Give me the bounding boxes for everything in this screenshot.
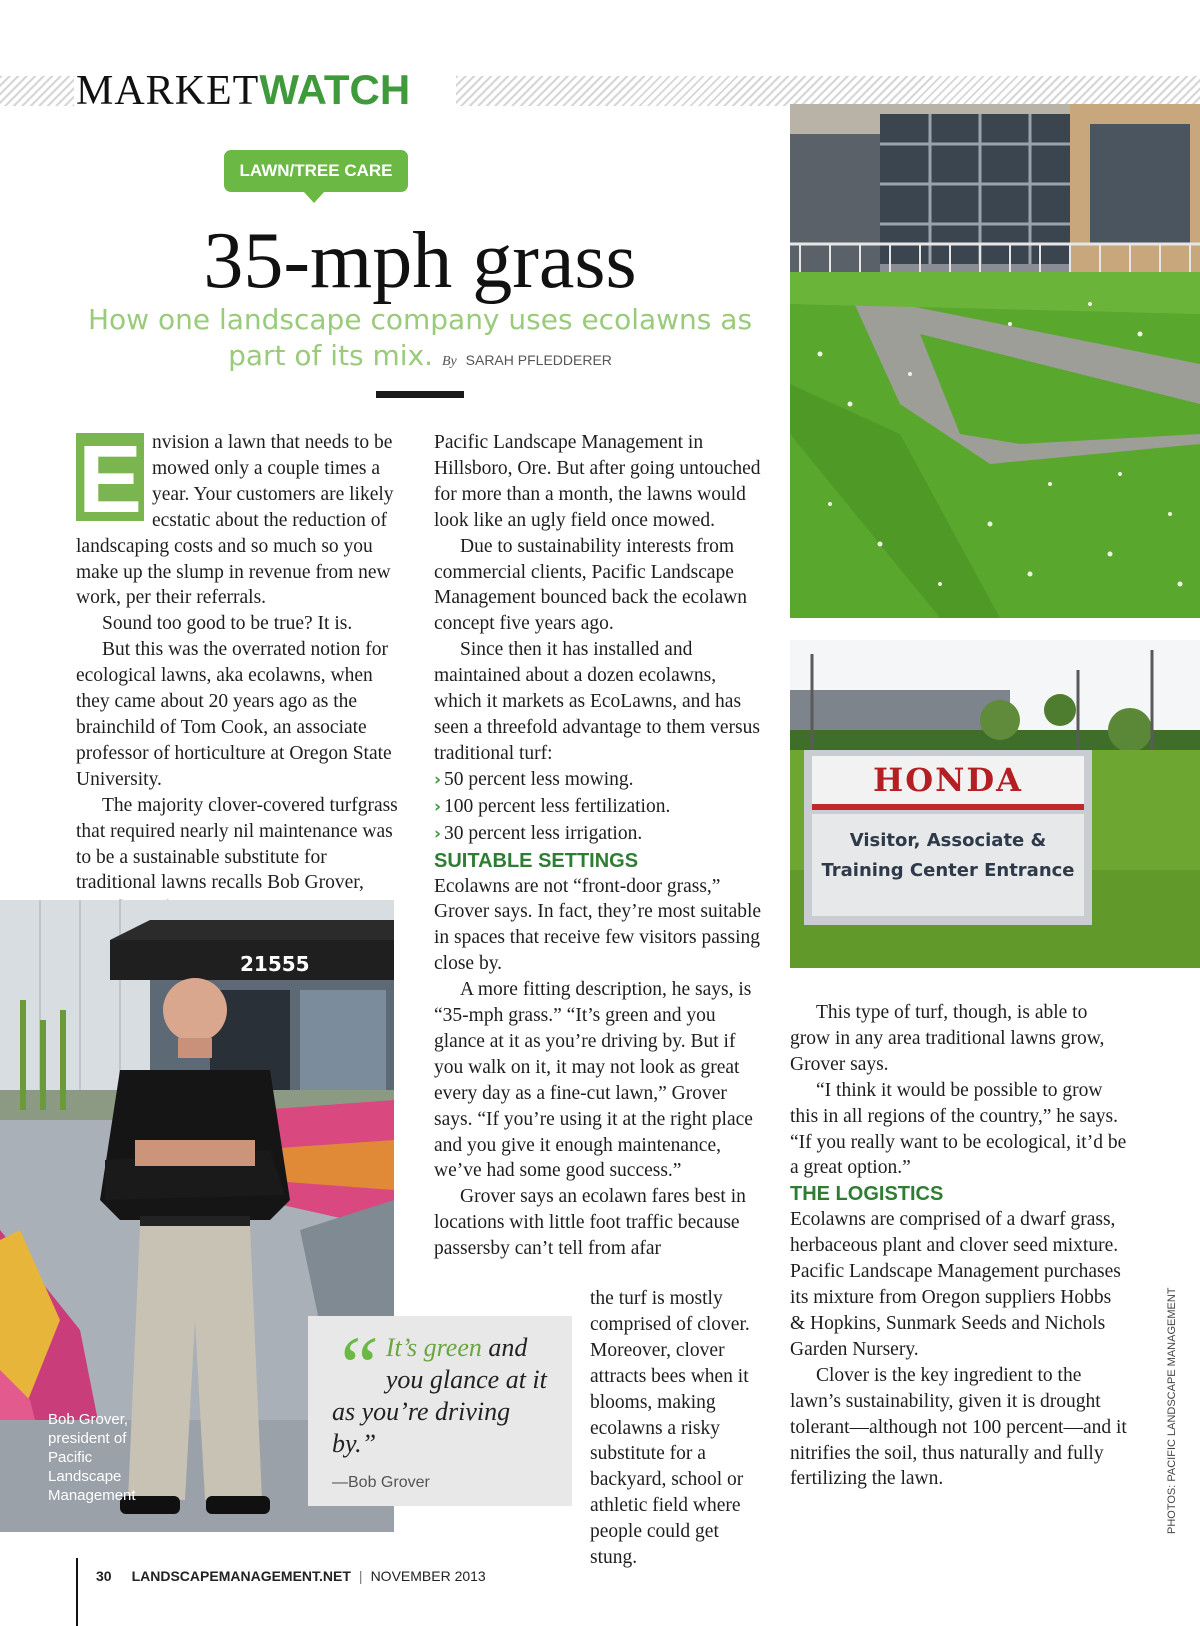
sign-text-line2: Training Center Entrance [821, 860, 1075, 881]
subhead-the-logistics: THE LOGISTICS [790, 1183, 944, 1206]
awning-number: 21555 [240, 952, 310, 976]
paragraph-intro-text: nvision a lawn that needs to be mowed only a couple times a year. Your customers are likely ecstatic about the reduction of landscaping costs and so much so you make up the slump in revenue from new work, per their referrals. [76, 432, 394, 609]
pull-quote-rest: and you glance at it as you’re driving by.” [332, 1333, 547, 1458]
footer-separator: | [358, 1568, 363, 1584]
paragraph: “I think it would be possible to grow this in all regions of the country,” he says. “If you really want to be ecological, it’d be a great option.” [790, 1079, 1127, 1179]
column-1 [76, 426, 406, 922]
site-url: LANDSCAPEMANAGEMENT.NET [131, 1568, 351, 1584]
photo-ecolawn-building [790, 104, 1200, 618]
paragraph: Sound too good to be true? It is. [102, 613, 353, 635]
bullet-arrow-icon: › [434, 769, 442, 790]
masthead-market: MARKET [76, 68, 260, 114]
photo-credit: PHOTOS: PACIFIC LANDSCAPE MANAGEMENT [1166, 1287, 1178, 1534]
paragraph: The majority clover-covered turfgrass that required nearly nil maintenance was to be a sustainable substitute for traditional lawns recalls Bob Grover, [76, 794, 398, 894]
paragraph: Ecolawns are comprised of a dwarf grass, herbaceous plant and clover seed mixture. Pacific Landscape Management purchases its mixture from Oregon suppliers Hobbs & Hopkins, Sunmark Seeds and Nichols Garden Nursery. [790, 1209, 1121, 1360]
paragraph: Due to sustainability interests from commercial clients, Pacific Landscape Management bounced back the ecolawn concept five years ago. [434, 535, 747, 635]
paragraph: A more fitting description, he says, is “35-mph grass.” “It’s green and you glance at it as you’re driving by. But if you walk on it, it may not look as great every day as a fine-cut lawn,” Grover says. “If you’re using it at the right place and you give it enough maintenance, we’ve had some good success.” [434, 979, 753, 1182]
bullet-text: 30 percent less irrigation. [444, 822, 643, 844]
pull-quote [308, 1316, 572, 1506]
page-number: 30 [96, 1568, 112, 1584]
headline-rule [376, 391, 464, 398]
paragraph: the turf is mostly comprised of clover. Moreover, clover attracts bees when it blooms, making ecolawns a risky substitute for a backyard, school or athletic field where people could get stung. [590, 1288, 750, 1569]
deck-text: How one landscape company uses ecolawns as part of its mix. [87, 303, 753, 372]
subhead-suitable-settings: SUITABLE SETTINGS [434, 849, 639, 872]
header-hatch-right [456, 76, 1200, 106]
headline: 35-mph grass [203, 217, 637, 305]
paragraph: Ecolawns are not “front-door grass,” Grover says. In fact, they’re most suitable in spaces that receive few visitors passing close by. [434, 875, 762, 975]
footer-rule [76, 1558, 78, 1626]
pull-quote-attribution: —Bob Grover [332, 1474, 430, 1491]
pull-quote-text [332, 1318, 560, 1460]
paragraph: This type of turf, though, is able to grow in any area traditional lawns grow, Grover says. [790, 1002, 1105, 1075]
quote-mark-icon: “ [332, 1318, 380, 1414]
pull-quote-highlight: It’s green [385, 1333, 482, 1362]
byline-author: SARAH PFLEDDERER [465, 352, 612, 368]
dropcap: E [77, 426, 143, 533]
paragraph: Pacific Landscape Management in Hillsboro, Ore. But after going untouched for more than a month, the lawns would look like an ugly field once mowed. [434, 432, 761, 531]
paragraph: But this was the overrated notion for ecological lawns, aka ecolawns, when they came about 20 years ago as the brainchild of Tom Cook, an associate professor of horticulture at Oregon State University. [76, 639, 392, 790]
issue-date: NOVEMBER 2013 [370, 1568, 486, 1584]
category-tag-pointer [303, 191, 325, 203]
paragraph: Clover is the key ingredient to the lawn’s sustainability, given it is drought tolerant—although not 100 percent—and it nitrifies the soil, thus naturally and fully fertilizing the lawn. [790, 1364, 1127, 1490]
sign-brand: HONDA [873, 761, 1023, 799]
photo-caption [48, 1410, 148, 1505]
photo-caption-text: Bob Grover, president of Pacific Landscape Management [48, 1411, 136, 1504]
deck [80, 302, 760, 380]
column-2-narrow [590, 1286, 770, 1571]
bullet-arrow-icon: › [434, 823, 442, 844]
masthead-watch: WATCH [259, 66, 411, 113]
bullet-arrow-icon: › [434, 796, 442, 817]
byline-by: By [441, 354, 457, 369]
header-hatch-left [0, 76, 74, 106]
paragraph: Grover says an ecolawn fares best in locations with little foot traffic because passersby can’t tell from afar [434, 1186, 746, 1260]
bullet-item [434, 821, 764, 848]
section-masthead [76, 68, 418, 112]
column-3 [790, 1000, 1130, 1492]
photo-honda-sign [790, 640, 1200, 968]
bullet-item [434, 767, 764, 794]
footer [96, 1568, 486, 1584]
category-tag: LAWN/TREE CARE [224, 150, 408, 192]
bullet-text: 50 percent less mowing. [444, 768, 634, 790]
paragraph: Since then it has installed and maintained about a dozen ecolawns, which it markets as EcoLawns, and has seen a threefold advantage to them versus traditional turf: [434, 639, 760, 764]
bullet-text: 100 percent less fertilization. [444, 795, 671, 817]
column-2 [434, 430, 764, 1262]
paragraph-intro [76, 426, 406, 611]
sign-text-line1: Visitor, Associate & [849, 830, 1047, 851]
bullet-item [434, 794, 764, 821]
